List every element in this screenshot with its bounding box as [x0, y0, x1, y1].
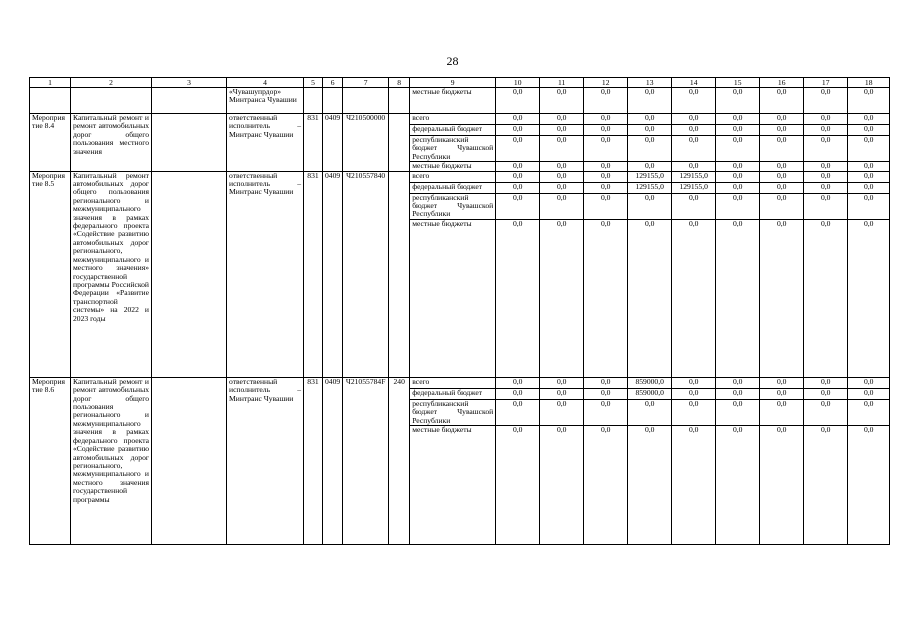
code-cell: 831	[304, 171, 323, 377]
value-cell: 0,0	[804, 136, 848, 162]
value-cell: 0,0	[584, 426, 628, 545]
value-cell: 0,0	[804, 193, 848, 219]
value-cell: 0,0	[716, 219, 760, 377]
value-cell: 0,0	[540, 88, 584, 114]
value-cell: 0,0	[540, 388, 584, 399]
source-cell: местные бюджеты	[410, 162, 496, 171]
source-cell: республиканский бюджет Чувашской Республики	[410, 399, 496, 425]
value-cell: 0,0	[628, 399, 672, 425]
header-cell: 15	[716, 78, 760, 88]
value-cell: 0,0	[848, 88, 890, 114]
value-cell: 0,0	[716, 388, 760, 399]
executor-cell: «Чувашупрдор» Минтранса Чувашии	[227, 88, 304, 114]
value-cell: 0,0	[672, 388, 716, 399]
value-cell: 0,0	[848, 219, 890, 377]
value-cell: 0,0	[716, 426, 760, 545]
value-cell: 0,0	[496, 399, 540, 425]
value-cell: 0,0	[672, 136, 716, 162]
continuation-row	[30, 88, 890, 114]
value-cell: 0,0	[540, 193, 584, 219]
value-cell: 0,0	[804, 388, 848, 399]
header-cell: 10	[496, 78, 540, 88]
value-cell: 0,0	[848, 193, 890, 219]
cell	[343, 88, 389, 114]
measure-id-cell: Мероприятие 8.4	[30, 114, 71, 172]
value-cell: 0,0	[584, 162, 628, 171]
value-cell: 129155,0	[628, 182, 672, 193]
cell	[30, 88, 71, 114]
value-cell: 0,0	[716, 88, 760, 114]
header-cell: 14	[672, 78, 716, 88]
source-cell: местные бюджеты	[410, 219, 496, 377]
value-cell: 129155,0	[628, 171, 672, 182]
value-cell: 0,0	[760, 171, 804, 182]
header-cell: 13	[628, 78, 672, 88]
header-cell: 17	[804, 78, 848, 88]
value-cell: 0,0	[716, 125, 760, 136]
cell	[152, 171, 227, 377]
source-cell: местные бюджеты	[410, 88, 496, 114]
measure-row	[30, 377, 890, 388]
value-cell: 0,0	[848, 114, 890, 125]
header-cell: 8	[389, 78, 410, 88]
value-cell: 0,0	[496, 219, 540, 377]
cell	[304, 88, 323, 114]
code-cell: 831	[304, 114, 323, 172]
value-cell: 0,0	[760, 136, 804, 162]
value-cell: 0,0	[804, 377, 848, 388]
value-cell: 0,0	[628, 125, 672, 136]
source-cell: всего	[410, 377, 496, 388]
value-cell: 0,0	[496, 426, 540, 545]
header-cell: 7	[343, 78, 389, 88]
value-cell: 0,0	[716, 193, 760, 219]
value-cell: 0,0	[760, 193, 804, 219]
header-cell: 5	[304, 78, 323, 88]
value-cell: 0,0	[804, 171, 848, 182]
value-cell: 0,0	[716, 162, 760, 171]
value-cell: 0,0	[540, 219, 584, 377]
measure-id-cell: Мероприятие 8.5	[30, 171, 71, 377]
value-cell: 0,0	[540, 171, 584, 182]
value-cell: 0,0	[584, 377, 628, 388]
value-cell: 0,0	[716, 182, 760, 193]
value-cell: 0,0	[848, 399, 890, 425]
cell	[152, 114, 227, 172]
header-cell: 2	[71, 78, 152, 88]
measure-id-cell: Мероприятие 8.6	[30, 377, 71, 544]
value-cell: 0,0	[848, 426, 890, 545]
value-cell: 129155,0	[672, 171, 716, 182]
header-cell: 12	[584, 78, 628, 88]
value-cell: 0,0	[584, 388, 628, 399]
code-cell	[389, 171, 410, 377]
code-cell	[389, 114, 410, 172]
value-cell: 0,0	[848, 162, 890, 171]
code-cell: 240	[389, 377, 410, 544]
code-cell: 0409	[323, 171, 343, 377]
value-cell: 0,0	[672, 162, 716, 171]
executor-cell: ответственный исполнитель – Минтранс Чувашии	[227, 114, 304, 172]
value-cell: 0,0	[540, 399, 584, 425]
value-cell: 0,0	[628, 162, 672, 171]
value-cell: 0,0	[540, 377, 584, 388]
value-cell: 0,0	[672, 377, 716, 388]
value-cell: 0,0	[848, 136, 890, 162]
source-cell: республиканский бюджет Чувашской Республики	[410, 193, 496, 219]
header-cell: 11	[540, 78, 584, 88]
cell	[152, 88, 227, 114]
value-cell: 859000,0	[628, 388, 672, 399]
value-cell: 0,0	[540, 182, 584, 193]
value-cell: 0,0	[848, 182, 890, 193]
value-cell: 0,0	[584, 182, 628, 193]
value-cell: 0,0	[496, 114, 540, 125]
value-cell: 0,0	[716, 171, 760, 182]
value-cell: 0,0	[496, 136, 540, 162]
header-cell: 3	[152, 78, 227, 88]
value-cell: 0,0	[804, 399, 848, 425]
code-cell: Ч210557840	[343, 171, 389, 377]
value-cell: 129155,0	[672, 182, 716, 193]
cell	[152, 377, 227, 544]
measure-title-cell: Капитальный ремонт и ремонт автомобильных дорог общего пользования регионального и межмуниципального значения в рамках федерального проекта «Содействие развитию автомобильных дорог регионального, межмуниципального и местного значения государственной программы	[71, 377, 152, 544]
value-cell: 0,0	[584, 125, 628, 136]
value-cell: 0,0	[760, 114, 804, 125]
value-cell: 0,0	[540, 125, 584, 136]
value-cell: 0,0	[496, 125, 540, 136]
value-cell: 0,0	[628, 426, 672, 545]
value-cell: 859000,0	[628, 377, 672, 388]
value-cell: 0,0	[760, 377, 804, 388]
value-cell: 0,0	[760, 388, 804, 399]
value-cell: 0,0	[628, 136, 672, 162]
value-cell: 0,0	[760, 88, 804, 114]
value-cell: 0,0	[804, 125, 848, 136]
value-cell: 0,0	[848, 171, 890, 182]
code-cell: 831	[304, 377, 323, 544]
executor-cell: ответственный исполнитель – Минтранс Чувашии	[227, 377, 304, 544]
value-cell: 0,0	[540, 426, 584, 545]
value-cell: 0,0	[804, 182, 848, 193]
source-cell: местные бюджеты	[410, 426, 496, 545]
source-cell: республиканский бюджет Чувашской Республики	[410, 136, 496, 162]
value-cell: 0,0	[716, 377, 760, 388]
value-cell: 0,0	[760, 426, 804, 545]
measure-row	[30, 114, 890, 125]
value-cell: 0,0	[672, 426, 716, 545]
value-cell: 0,0	[584, 399, 628, 425]
executor-cell: ответственный исполнитель – Минтранс Чувашии	[227, 171, 304, 377]
measure-title-cell: Капитальный ремонт и ремонт автомобильных дорог общего пользования местного значения	[71, 114, 152, 172]
cell	[323, 88, 343, 114]
value-cell: 0,0	[628, 88, 672, 114]
value-cell: 0,0	[760, 399, 804, 425]
value-cell: 0,0	[672, 399, 716, 425]
value-cell: 0,0	[804, 114, 848, 125]
value-cell: 0,0	[848, 125, 890, 136]
header-cell: 4	[227, 78, 304, 88]
header-cell: 16	[760, 78, 804, 88]
value-cell: 0,0	[760, 125, 804, 136]
value-cell: 0,0	[804, 219, 848, 377]
value-cell: 0,0	[584, 88, 628, 114]
header-row	[30, 78, 890, 88]
value-cell: 0,0	[672, 114, 716, 125]
header-cell: 6	[323, 78, 343, 88]
value-cell: 0,0	[540, 136, 584, 162]
value-cell: 0,0	[672, 125, 716, 136]
value-cell: 0,0	[540, 114, 584, 125]
value-cell: 0,0	[496, 377, 540, 388]
source-cell: федеральный бюджет	[410, 182, 496, 193]
value-cell: 0,0	[496, 388, 540, 399]
measure-row	[30, 171, 890, 182]
value-cell: 0,0	[584, 193, 628, 219]
value-cell: 0,0	[496, 182, 540, 193]
value-cell: 0,0	[540, 162, 584, 171]
value-cell: 0,0	[804, 162, 848, 171]
source-cell: всего	[410, 114, 496, 125]
budget-table	[29, 77, 890, 545]
cell	[71, 88, 152, 114]
source-cell: всего	[410, 171, 496, 182]
value-cell: 0,0	[584, 171, 628, 182]
value-cell: 0,0	[496, 88, 540, 114]
value-cell: 0,0	[760, 162, 804, 171]
value-cell: 0,0	[716, 136, 760, 162]
value-cell: 0,0	[584, 219, 628, 377]
value-cell: 0,0	[628, 219, 672, 377]
value-cell: 0,0	[804, 88, 848, 114]
value-cell: 0,0	[496, 162, 540, 171]
value-cell: 0,0	[672, 88, 716, 114]
header-cell: 1	[30, 78, 71, 88]
source-cell: федеральный бюджет	[410, 125, 496, 136]
value-cell: 0,0	[628, 193, 672, 219]
code-cell: 0409	[323, 114, 343, 172]
value-cell: 0,0	[584, 136, 628, 162]
value-cell: 0,0	[848, 388, 890, 399]
value-cell: 0,0	[716, 399, 760, 425]
value-cell: 0,0	[760, 219, 804, 377]
value-cell: 0,0	[804, 426, 848, 545]
header-cell: 9	[410, 78, 496, 88]
cell	[389, 88, 410, 114]
code-cell: 0409	[323, 377, 343, 544]
page-number: 28	[446, 54, 459, 68]
code-cell: Ч210500000	[343, 114, 389, 172]
value-cell: 0,0	[628, 114, 672, 125]
code-cell: Ч21055784F	[343, 377, 389, 544]
value-cell: 0,0	[584, 114, 628, 125]
value-cell: 0,0	[496, 193, 540, 219]
value-cell: 0,0	[496, 171, 540, 182]
source-cell: федеральный бюджет	[410, 388, 496, 399]
measure-title-cell: Капитальный ремонт автомобильных дорог общего пользования регионального и межмуниципального значения в рамках федерального проекта «Содействие развитию автомобильных дорог регионального, межмуниципального и местного значения» государственной программы Российской Федерации «Развитие транспортной системы» на 2022 и 2023 годы	[71, 171, 152, 377]
value-cell: 0,0	[716, 114, 760, 125]
value-cell: 0,0	[760, 182, 804, 193]
header-cell: 18	[848, 78, 890, 88]
value-cell: 0,0	[672, 193, 716, 219]
value-cell: 0,0	[848, 377, 890, 388]
value-cell: 0,0	[672, 219, 716, 377]
